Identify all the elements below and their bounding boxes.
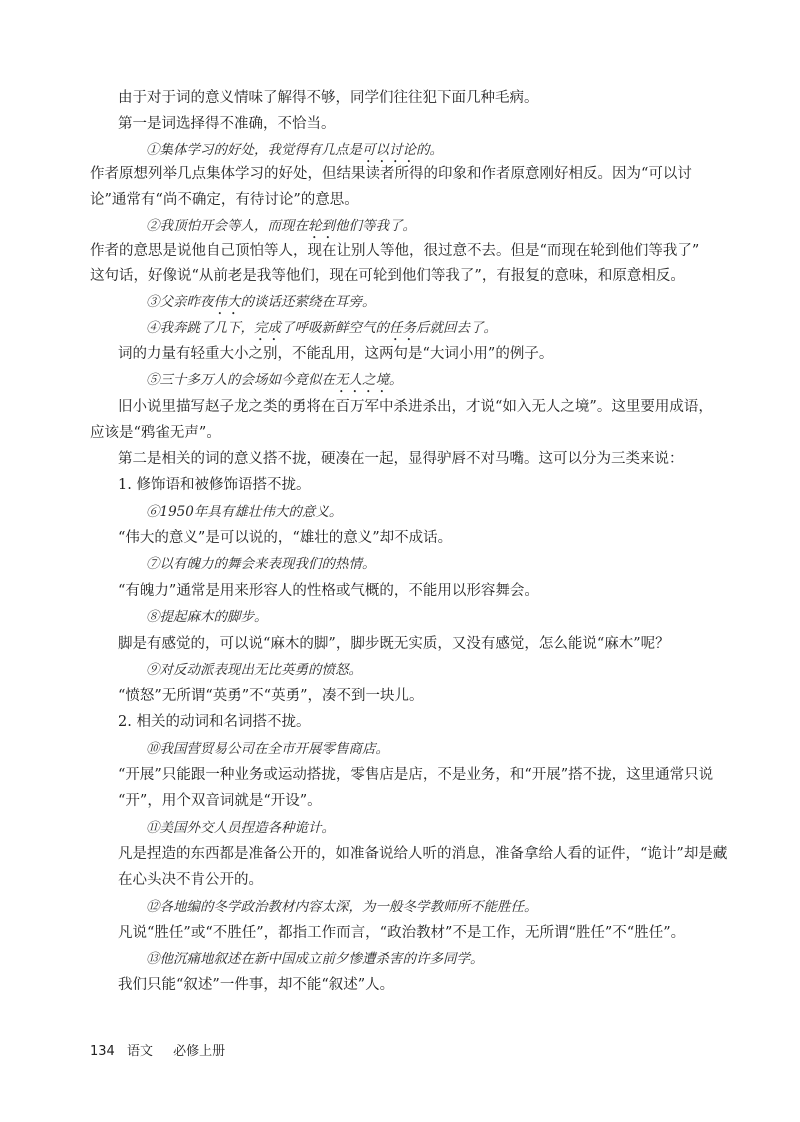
text-line: 作者的意思是说他自己顶怕等人，现在让别人等他，很过意不去。但是“而现在轮到他们等我了”: [90, 243, 700, 259]
example-sentence: ⑩我国营贸易公司在全市开展零售商店。: [146, 741, 389, 757]
example-sentence: ④我奔跳了几下，完成了呼吸新鲜空气的任务后就回去了。: [146, 320, 497, 336]
text-line: 论”通常有“尚不确定，有待讨论”的意思。: [90, 192, 359, 208]
example-sentence: ①集体学习的好处，我觉得有几点是可以讨论的。: [146, 142, 443, 158]
text-line: 2. 相关的动词和名词搭不拢。: [118, 714, 311, 730]
text-line: 第二是相关的词的意义搭不拢，硬凑在一起，显得驴唇不对马嘴。这可以分为三类来说：: [118, 451, 684, 467]
example-sentence: ⑦以有魄力的舞会来表现我们的热情。: [146, 556, 376, 572]
text-line: 第一是词选择得不准确，不恰当。: [118, 116, 336, 132]
text-line: 我们只能“叙述”一件事，却不能“叙述”人。: [118, 977, 395, 993]
text-line: 由于对于词的意义情味了解得不够，同学们往往犯下面几种毛病。: [118, 90, 539, 106]
text-line: 旧小说里描写赵子龙之类的勇将在百万军中杀进杀出，才说“如入无人之境”。这里要用成语，: [118, 399, 713, 415]
text-line: 应该是“鸦雀无声”。: [90, 425, 221, 441]
example-sentence: ⑧提起麻木的脚步。: [146, 609, 268, 625]
example-sentence: ⑤三十多万人的会场如今竟似在无人之境。: [146, 372, 403, 388]
text-line: “有魄力”通常是用来形容人的性格或气概的，不能用以形容舞会。: [118, 583, 539, 599]
text-line: “伟大的意义”是可以说的，“雄壮的意义”却不成话。: [118, 530, 453, 546]
example-sentence: ⑪美国外交人员捏造各种诡计。: [146, 820, 335, 836]
text-line: 这句话，好像说“从前老是我等他们，现在可轮到他们等我了”，有报复的意味，和原意相反。: [90, 268, 685, 284]
example-sentence: ⑫各地编的冬学政治教材内容太深，为一般冬学教师所不能胜任。: [146, 899, 538, 915]
example-sentence: ③父亲昨夜伟大的谈话还萦绕在耳旁。: [146, 294, 376, 310]
example-sentence: ⑬他沉痛地叙述在新中国成立前夕惨遭杀害的许多同学。: [146, 951, 484, 967]
example-sentence: ⑨对反动派表现出无比英勇的愤怒。: [146, 662, 362, 678]
page-number: 134: [90, 1044, 115, 1059]
text-line: 1. 修饰语和被修饰语搭不拢。: [118, 477, 311, 493]
example-sentence: ②我顶怕开会等人，而现在轮到他们等我了。: [146, 218, 416, 234]
text-line: “开”，用个双音词就是“开设”。: [118, 793, 322, 809]
text-line: “开展”只能跟一种业务或运动搭拢，零售店是店，不是业务，和“开展”搭不拢，这里通常只说: [118, 767, 714, 783]
text-line: 作者原想列举几点集体学习的好处，但结果读者所得的印象和作者原意刚好相反。因为“可以讨: [90, 166, 692, 182]
text-line: 凡是捏造的东西都是准备公开的，如准备说给人听的消息，准备拿给人看的证件，“诡计”却是藏: [118, 846, 728, 862]
text-line: “愤怒”无所谓“英勇”不“英勇”，凑不到一块儿。: [118, 688, 424, 704]
text-line: 脚是有感觉的，可以说“麻木的脚”，脚步既无实质，又没有感觉，怎么能说“麻木”呢？: [118, 636, 670, 652]
example-sentence: ⑥1950年具有雄壮伟大的意义。: [146, 504, 343, 520]
footer-volume: 必修上册: [173, 1044, 226, 1059]
text-line: 凡说“胜任”或“不胜任”，都指工作而言，“政治教材”不是工作，无所谓“胜任”不“胜任”。: [118, 925, 686, 941]
page-footer: [90, 1040, 225, 1059]
text-line: 在心头决不肯公开的。: [118, 872, 263, 888]
text-line: 词的力量有轻重大小之别，不能乱用，这两句是“大词小用”的例子。: [118, 346, 554, 362]
footer-subject: 语文: [126, 1044, 153, 1059]
